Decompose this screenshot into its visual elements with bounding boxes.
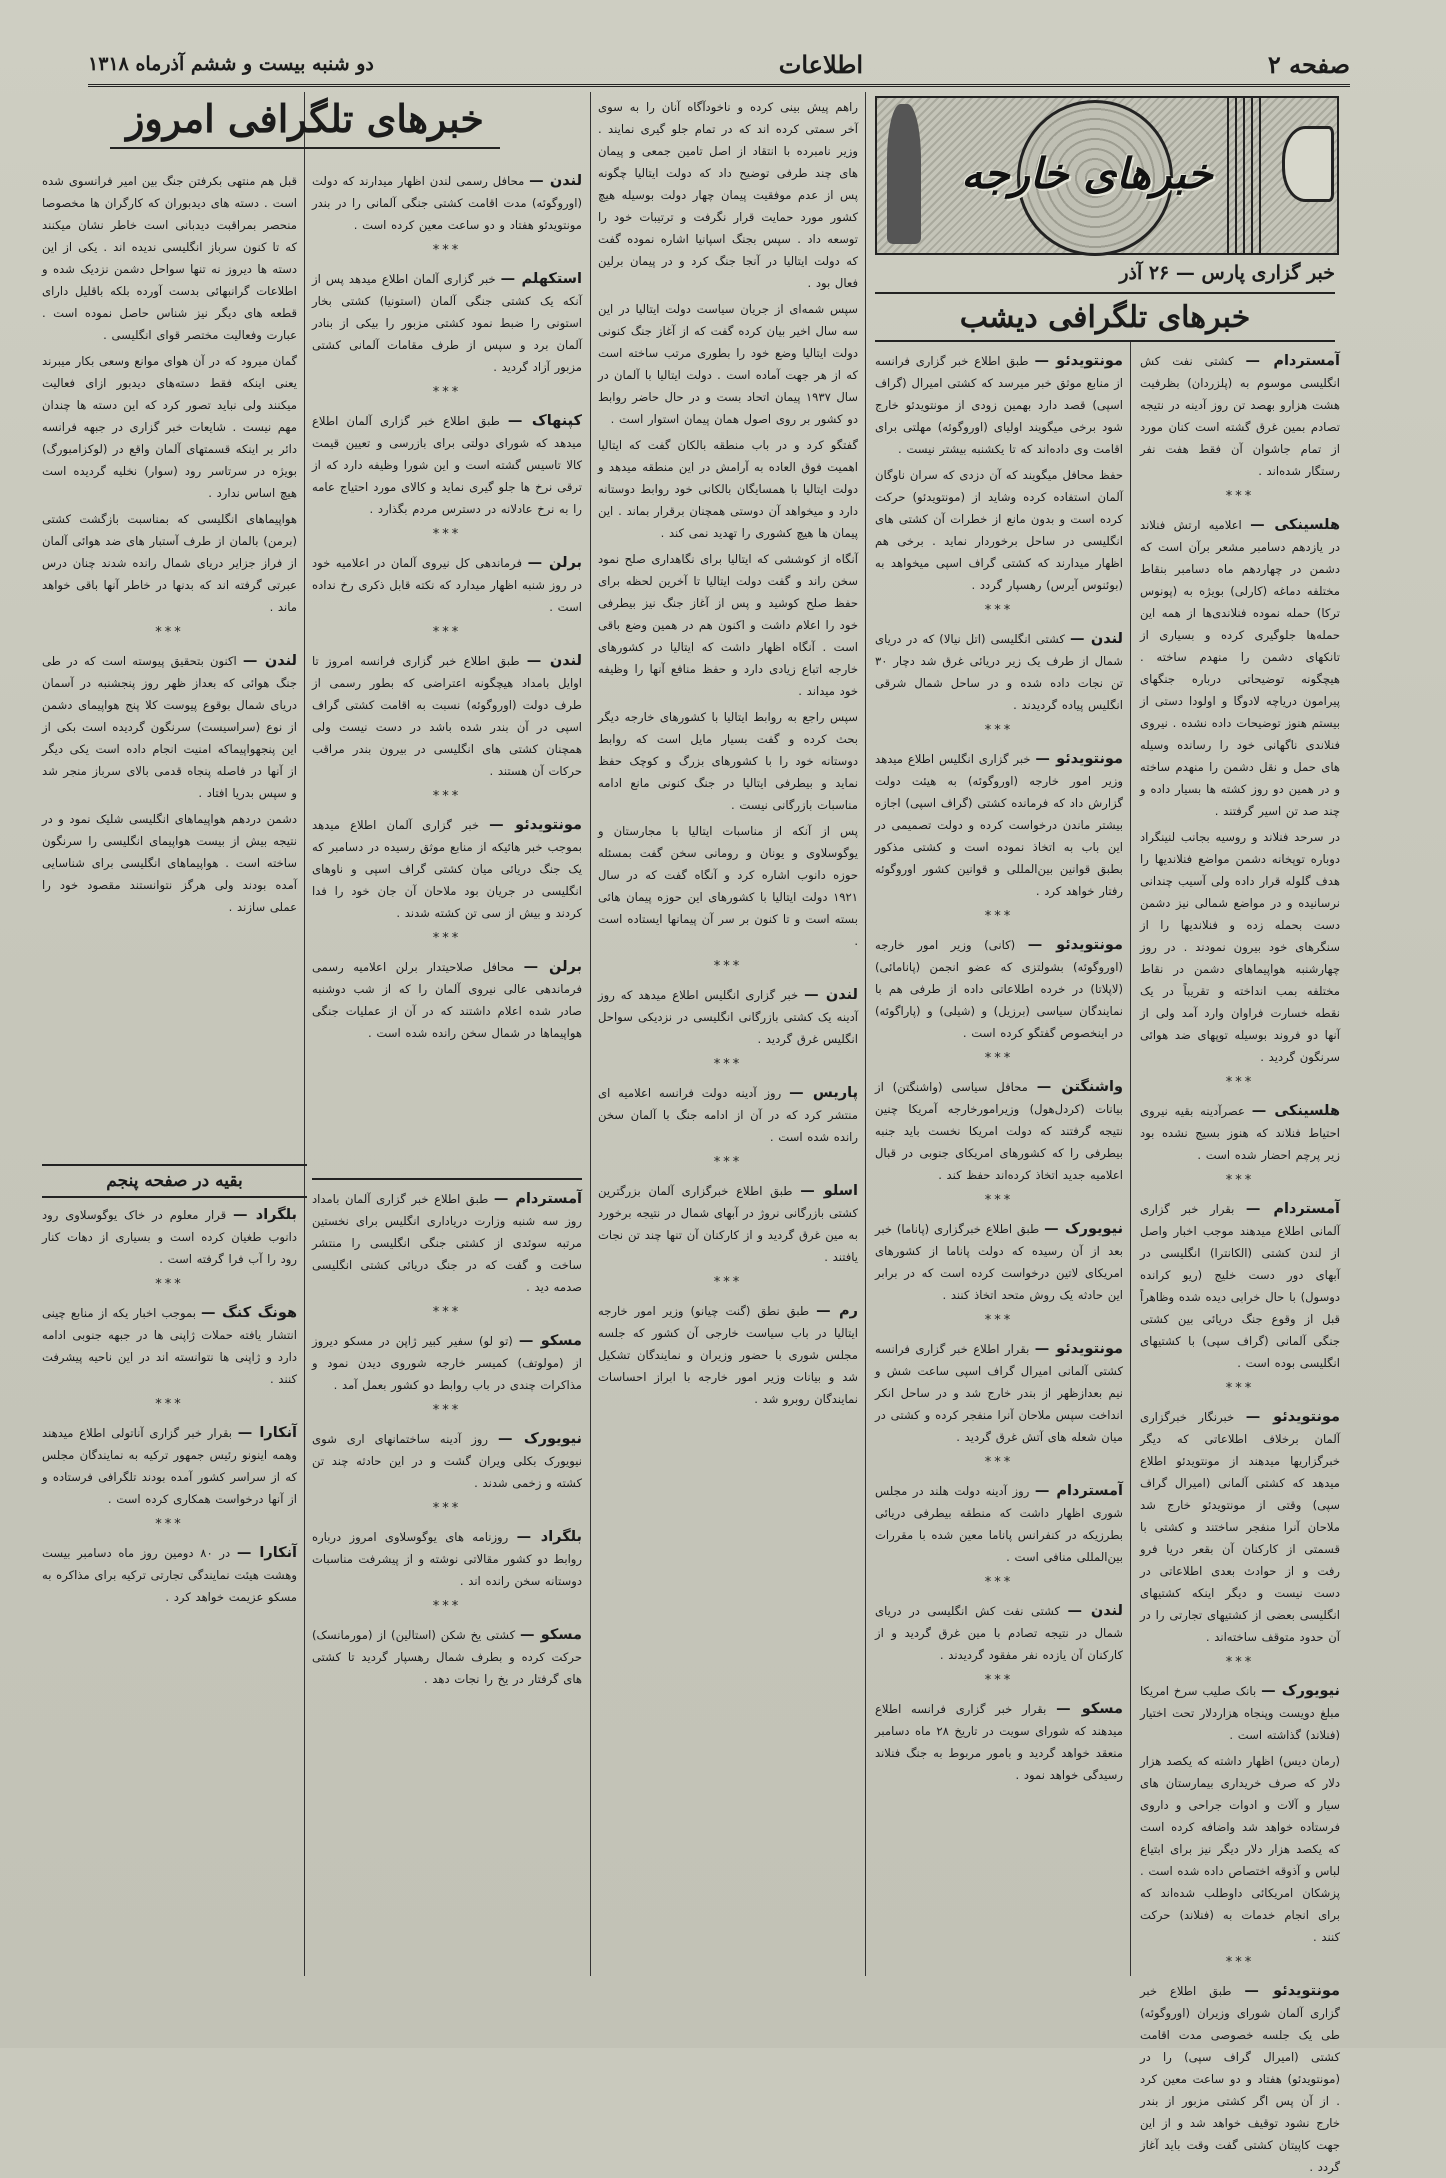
news-body: کشتی نفت کش انگلیسی موسوم به (پلزردان) بظرفیت هشت هزارو بهصد تن روز آدینه در نتیجه تصادم بمین غرق گشته است کنان مورد از تمام جاشوان آن فقط هفت نفر رستگار شده‌اند .	[1140, 354, 1340, 478]
news-dateline: آمستردام —	[1245, 1201, 1340, 1217]
news-body: محافل سیاسی (واشنگتن) از بیانات (کردل‌هول) وزیرامورخارجه آمریکا چنین نتیجه گرفتند که دولت امریکا نخست باید جنبه بیطرفی را که کشورهای امریکای جنوبی در قبال اعلامیه جدید اتخاذ کرده‌اند حفظ کند .	[875, 1080, 1123, 1182]
news-item	[42, 650, 297, 804]
news-dateline: لندن —	[804, 987, 858, 1003]
item-separator: ***	[432, 1599, 462, 1614]
item-separator: ***	[984, 1673, 1014, 1688]
news-body: روزنامه های یوگوسلاوی امروز درباره روابط دو کشور مقالاتی نوشته و از پیشرفت مناسبات دوستانه سخن رانده اند .	[312, 1530, 582, 1588]
news-item	[42, 350, 297, 504]
item-separator: ***	[984, 1051, 1014, 1066]
item-separator: ***	[432, 385, 462, 400]
news-item	[312, 1188, 582, 1298]
news-dateline: مسکو —	[518, 1333, 582, 1349]
news-body: در سرحد فنلاند و روسیه بجانب لنینگراد دوباره توپخانه دشمن مواضع فنلاندیها را هدف گلوله قرار داده ولی آسیب چندانی نرسانیده و در مواضع شمالی نیز دشمن دست بحمله زده و فنلاندیها را از سنگرهای خود بیرون نمودند . در روز چهارشنبه هواپیماهای دشمن در نقاط مختلفه بمب انداخته و تقریباً در یک نقطه خسارت فراوان وارد آمد ولی از آنها دو فروند بوسیله توپهای ضد هوائی سرنگون گردید .	[1140, 830, 1340, 1064]
item-separator: ***	[432, 625, 462, 640]
news-body: بقرار خبر گزاری فرانسه اطلاع میدهند که شورای سویت در تاریخ ۲۸ ماه دسامبر منعقد خواهد گردید و بامور مربوط به جنگ فنلاند رسیدگی خواهد نمود .	[875, 1702, 1123, 1782]
news-item	[312, 650, 582, 782]
news-dateline: مونتویدئو —	[489, 817, 582, 833]
news-item	[598, 434, 858, 544]
news-item	[42, 1542, 297, 1608]
section-title-today: خبرهای تلگرافی امروز	[110, 96, 500, 149]
news-dateline: کپنهاک —	[507, 413, 582, 429]
news-item	[875, 1218, 1123, 1306]
issue-date: دو شنبه بیست و ششم آذرماه ۱۳۱۸	[88, 53, 374, 75]
agency-line: خبر گزاری پارس — ۲۶ آذر	[1119, 262, 1335, 284]
news-body: سپس شمه‌ای از جریان سیاست دولت ایتالیا در این سه سال اخیر بیان کرده گفت که از آغاز جنگ کنونی دولت ایتالیا وضع خود را بطوری مرتب ساخته است که از هر جهت آماده است . دولت ایتالیا با آلمان در سال ۱۹۳۷ پیمان اتحاد بست و در حال حاضر روابط دو کشور بر روی اصول همان پیمان استوار است .	[598, 302, 858, 426]
item-separator: ***	[713, 959, 743, 974]
news-body: محافل رسمی لندن اظهار میدارند که دولت (اوروگوئه) مدت اقامت کشتی جنگی آلمانی را در بندر مونتویدئو هفتاد و دو ساعت معین کرده است .	[312, 174, 582, 232]
news-item	[42, 808, 297, 918]
news-dateline: بلگراد —	[516, 1529, 582, 1545]
news-item	[42, 508, 297, 618]
news-dateline: هلسینکی —	[1251, 1103, 1341, 1119]
news-item	[875, 748, 1123, 902]
column-rule	[590, 92, 591, 1976]
item-separator: ***	[984, 1575, 1014, 1590]
news-body: دشمن دردهم هواپیماهای انگلیسی شلیک نمود و در نتیجه بیش از بیست هواپیمای انگلیسی را سرنگون ساخته است . هواپیماهای انگلیسی برای شناسایی آمده بودند ولی هرگز نتوانستند مقصود خود را عملی سازند .	[42, 812, 297, 914]
news-dateline: استکهلم —	[500, 271, 583, 287]
news-item	[598, 96, 858, 294]
news-body: بموجب اخبار یکه از منابع چینی انتشار یافته حملات ژاپنی ها در جبهه جنوبی ادامه دارد و ژاپنی ها نتوانسته اند در این ناحیه پیشرفت کنند .	[42, 1306, 297, 1386]
news-dateline: آمستردام —	[493, 1191, 583, 1207]
news-body: قرار معلوم در خاک یوگوسلاوی رود دانوب طغیان کرده است و بسیاری از دهات کنار رود را آب فرا گرفته است .	[42, 1208, 297, 1266]
news-body: گمان میرود که در آن هوای موانع وسعی بکار میبرند یعنی اینکه فقط دسته‌های دیدبور ازای فعالیت میکنند ولی نباید تصور کرد که این دسته ها چندان مهم نیست . شایعات خبر گزاری در جبهه فرانسه دائر بر اینکه قسمتهای آلمان واقع در (لوکزامبورگ) بویژه در سرتاسر رود (سوار) نخلیه گردیده است هیچ اساس ندارد .	[42, 354, 297, 500]
item-separator: ***	[155, 1517, 184, 1532]
news-dateline: برلن —	[527, 555, 582, 571]
news-item	[875, 1480, 1123, 1568]
news-dateline: مونتویدئو —	[1034, 353, 1123, 369]
item-separator: ***	[155, 1277, 184, 1292]
banner-rock-illustration	[887, 104, 921, 244]
news-dateline: هونگ کنگ —	[201, 1305, 298, 1321]
column-4	[312, 170, 582, 1170]
news-item	[598, 1180, 858, 1268]
news-item	[598, 706, 858, 816]
news-body: محافل صلاحیتدار برلن اعلامیه رسمی فرماندهی عالی نیروی آلمان را که از شب دوشنبه صادر شده اعلام داشتند که در آن از عملیات جنگی هواپیماها در شمال سخن رانده شده است .	[312, 960, 582, 1040]
news-item	[312, 814, 582, 924]
news-item	[312, 170, 582, 236]
item-separator: ***	[1225, 1075, 1255, 1090]
news-body: قبل هم منتهی بکرفتن جنگ بین امیر فرانسوی شده است . دسته های دیدبوران که کارگران ها مخصوصا منحصر بمراقبت دیدبانی است خاطر نشان میکنند که تا کنون سرباز انگلیسی ندیده اند . یکی از این دسته ها دیروز نه تنها سواحل دشمن نزدیک شده و اطلاعات گرانبهائی بدست آورده بلکه باقلیل دارای قطعه های دیگر نیز شناس حاصل نموده است . عبارت وفعالیت مختصر قوای انگلیسی .	[42, 174, 297, 342]
news-item	[1140, 350, 1340, 482]
news-body: روز آدینه ساختمانهای اری شوی نیویورک بکلی ویران گشت و در این حادثه چند تن کشته و زخمی شدند .	[312, 1432, 582, 1490]
news-body: هواپیماهای انگلیسی که بمناسبت بازگشت کشتی (برمن) بالمان از طرف آستبار های ضد هوائی آلمان از فراز جزایر دریای شمال رانده شدند چنان درس عبرتی گرفته اند که بدنها در خاطر آنها باقی خواهد ماند .	[42, 512, 297, 614]
news-body: پس از آنکه از مناسبات ایتالیا با مجارستان و یوگوسلاوی و یونان و رومانی سخن گفت بمسئله حوزه دانوب اشاره کرد و آنگاه گفت که در سال ۱۹۲۱ دولت ایتالیا با کشورهای این حوزه پیمان هائی بسته است و تا کنون بر سر آن پیمانها ایستاده است .	[598, 824, 858, 948]
news-item	[875, 934, 1123, 1044]
news-item	[598, 1082, 858, 1148]
news-item	[1140, 1406, 1340, 1648]
news-item	[875, 1698, 1123, 1786]
news-body: (تو لو) سفیر کبیر ژاپن در مسکو دیروز از (مولوتف) کمیسر خارجه شوروی دیدن نمود و مذاکرات چندی در باب روابط دو کشور بعمل آمد .	[312, 1334, 582, 1392]
news-body: خبر گزاری انگلیس اطلاع میدهد که روز آدینه یک کشتی بازرگانی انگلیسی در نزدیکی سواحل انگلیس غرق گردید .	[598, 988, 858, 1046]
continued-notice: بقیه در صفحه پنجم	[42, 1164, 307, 1198]
item-separator: ***	[984, 909, 1014, 924]
page-header	[88, 44, 1350, 87]
news-item	[875, 628, 1123, 716]
news-item	[1140, 826, 1340, 1068]
news-body: در ۸۰ دومین روز ماه دسامبر بیست وهشت هیئت نمایندگی تجارتی ترکیه برای مذاکره به مسکو عزیمت خواهد کرد .	[42, 1546, 297, 1604]
news-body: طبق اطلاع خبرگزاری آلمان بزرگترین کشتی بازرگانی نروژ در آبهای شمال در نتیجه برخورد به مین غرق گردید و از کارکنان آن تنها چند تن نجات یافتند .	[598, 1184, 858, 1264]
item-separator: ***	[155, 625, 184, 640]
section-title-last-night: خبرهای تلگرافی دیشب	[959, 300, 1251, 335]
news-dateline: رم —	[816, 1303, 859, 1319]
news-body: طبق اطلاع خبر گزاری آلمان شورای وزیران (اوروگوئه) طی یک جلسه خصوصی مدت اقامت کشتی (امیرال گراف سپی) را در (مونتویدئو) هفتاد و دو ساعت معین کرد . از آن پس اگر کشتی مزبور از بندر خارج نشود توقیف خواهد شد و از این جهت کاپیتان کشتی گفت وقت باید آغاز گردد .	[1140, 1984, 1340, 2174]
news-body: (رمان دیس) اظهار داشته که یکصد هزار دلار که صرف خریداری بیمارستان های سیار و آلات و ادوات جراحی و داروی فرستاده خواهد شد واضافه کرده است که یکصد هزار دلار دیگر نیز برای ابتیاع لباس و آذوقه اختصاص داده شده است . پزشکان امریکائی داوطلب شده‌اند که برای انجام خدمات به (فنلاند) حرکت کنند .	[1140, 1754, 1340, 1944]
item-separator: ***	[984, 1193, 1014, 1208]
news-dateline: پاریس —	[789, 1085, 859, 1101]
news-body: آنگاه از کوششی که ایتالیا برای نگاهداری صلح نمود سخن راند و گفت دولت ایتالیا تا آخرین لحظه برای حفظ صلح کوشید و پس از آغاز جنگ نیز بیطرفی خود را اعلام داشت و اکنون هم در همین وضع باقی است . آنگاه اظهار داشت که ایتالیا در کشورهای خارجه اتباع زیادی دارد و حفظ منافع آنها را وظیفه خود میداند .	[598, 552, 858, 698]
news-body: اکنون بتحقیق پیوسته است که در طی جنگ هوائی که بعداز ظهر روز پنجشنبه در آسمان دریای شمال بوقوع پیوست کلا پنج هواپیمای دشمن از نوع (سراسیست) سرنگون گردیده است بکی از این پنجهواپیماکه امنیت انجام داده است یکی دیگر از آنها در فاصله پنجاه قدمی بالای سرباز منجر شد و سپس بدریا افتاد .	[42, 654, 297, 800]
news-body: کشتی انگلیسی (اتل نیالا) که در دریای شمال از طرف یک زیر دریائی غرق شد دچار ۳۰ تن نجات داده شده و در ساحل شمال شرقی انگلیس پیاده گردیدند .	[875, 632, 1123, 712]
news-body: بقرار خبر گزاری آناتولی اطلاع میدهند وهمه اینونو رئیس جمهور ترکیه به نمایندگان مجلس که از سراسر کشور آمده بودند تلگرافی فرستاده و از آنها درخواست همکاری کرده است .	[42, 1426, 297, 1506]
news-body: (کانی) وزیر امور خارجه (اوروگوئه) بشولتزی که عضو انجمن (پانامائی) (لاپلاتا) در خرده اطلاعاتی داده از طرفی هم با نمایندگان سیاسی (برزیل) و (شیلی) و (پاراگوئه) در اینخصوص گفتگو کرده است .	[875, 938, 1123, 1040]
item-separator: ***	[713, 1155, 743, 1170]
news-dateline: آمستردام —	[1034, 1483, 1123, 1499]
news-item	[598, 1300, 858, 1410]
item-separator: ***	[1225, 1955, 1255, 1970]
news-dateline: لندن —	[1067, 1603, 1124, 1619]
news-item	[312, 1428, 582, 1494]
news-dateline: هلسینکی —	[1250, 517, 1341, 533]
divider	[312, 1178, 582, 1180]
news-body: کشتی نفت کش انگلیسی در دریای شمال در نتیجه تصادم با مین غرق گردید و از کارکنان آن یازده نفر مفقود گردیدند .	[875, 1604, 1123, 1662]
news-dateline: لندن —	[242, 653, 297, 669]
news-dateline: مسکو —	[1056, 1701, 1124, 1717]
news-item	[875, 1600, 1123, 1666]
column-5	[42, 170, 297, 1155]
item-separator: ***	[984, 723, 1014, 738]
news-body: طبق اطلاع خبر گزاری آلمان اطلاع میدهد که شورای دولتی برای بازرسی و تعیین قیمت کالا تاسیس گشته است و این شورا وظیفه دارد که از ترقی نرخ ها جلو گیری نماید و کالای مورد احتیاج عامه را به نرخ عادلانه در دسترس مردم بگذارد .	[312, 414, 582, 516]
news-item	[42, 170, 297, 346]
news-item	[598, 984, 858, 1050]
item-separator: ***	[155, 1397, 184, 1412]
news-item	[1140, 1980, 1340, 2178]
news-item	[312, 268, 582, 378]
news-dateline: مسکو —	[520, 1627, 583, 1643]
news-dateline: مونتویدئو —	[1027, 937, 1123, 953]
news-dateline: لندن —	[526, 653, 582, 669]
news-body: سپس راجع به روابط ایتالیا با کشورهای خارجه دیگر بحث کرده و گفت بسیار مایل است که روابط دوستانه خود را با کشورهای بزرگ و کوچک حفظ نماید و بیطرفی ایتالیا در جنگ کنونی مانع ادامه مناسبات بازرگانی نیست .	[598, 710, 858, 812]
news-body: گفتگو کرد و در باب منطقه بالکان گفت که ایتالیا اهمیت فوق العاده به آرامش در این منطقه میدهد و دولت ایتالیا با همسایگان بالکانی خود روابط دوستانه دارد و میخواهد آن دوستی همچنان برقرار بماند . این پیمان ها هیچ کشوری را تهدید نمی کند .	[598, 438, 858, 540]
news-dateline: آمستردام —	[1245, 353, 1341, 369]
news-dateline: نیویورک —	[1261, 1683, 1340, 1699]
column-1	[1140, 350, 1341, 2174]
item-separator: ***	[713, 1275, 743, 1290]
item-separator: ***	[1225, 1655, 1255, 1670]
news-body: بقرار اطلاع خبر گزاری فرانسه کشتی آلمانی امیرال گراف اسپی ساعت شش و نیم بعدازظهر از بندر خارج شد و در ساحل انکر انداخت سپس ملاحان آنرا منفجر کرده و کشتی در میان شعله های آتش غرق گردید .	[875, 1342, 1123, 1444]
news-body: خبر گزاری انگلیس اطلاع میدهد وزیر امور خارجه (اوروگوئه) به هیئت دولت گزارش داد که فرمانده کشتی (گراف اسپی) اجازه بیشتر ماندن درخواست کرده و دولت تصمیمی در این باب به اتخاذ نموده است و کشتی مذکور بطبق قوانین بین‌المللی و قوانین کشور اوروگوئه رفتار خواهد کرد .	[875, 752, 1123, 898]
item-separator: ***	[1225, 489, 1255, 504]
news-dateline: مونتویدئو —	[1245, 1409, 1340, 1425]
item-separator: ***	[984, 1455, 1014, 1470]
news-item	[1140, 1680, 1340, 1746]
news-body: حفظ محافل میگویند که آن دزدی که سران ناوگان آلمان استفاده کرده وشاید از (مونتویدئو) حرکت کرده است و بدون مانع از خطرات آن کشتی های انگلیسی در ساحل برخوردار نماید . برخی هم اظهار میدارند که کشتی گراف اسپی میخواهد به (بوئنوس آیرس) رهسپار گردد .	[875, 468, 1123, 592]
news-body: بقرار خبر گزاری آلمانی اطلاع میدهند موجب اخبار واصل از لندن کشتی (الکانترا) انگلیسی در آبهای دور دست خلیج (ریو کرانده دوسول) با حال خرابی دیده شده وظاهراً قبل از وقوع جنگ دریائی بین کشتی جنگی آلمانی (گراف سپی) با کشتیهای انگلیسی بوده است .	[1140, 1202, 1340, 1370]
banner-title: خبرهای خارجه	[961, 148, 1213, 198]
column-rule	[1130, 340, 1131, 1976]
page-number: صفحه ۲	[1267, 49, 1350, 79]
gramophone-horn-illustration	[1282, 126, 1334, 202]
news-item	[42, 1302, 297, 1390]
news-item	[1140, 1750, 1340, 1948]
news-body: خبر گزاری آلمان اطلاع میدهد پس از آنکه یک کشتی جنگی آلمان (استونیا) کشتی بخار استونی را ضبط نمود کشتی مزبور را بیکی از بنادر آلمان برد و سپس از طرف مقامات آلمانی کشتی مزبور آزاد گردید .	[312, 272, 582, 374]
news-body: روز آدینه دولت فرانسه اعلامیه ای منتشر کرد که در آن از ادامه جنگ با آلمان سخن رانده شده است .	[598, 1086, 858, 1144]
item-separator: ***	[432, 789, 462, 804]
item-separator: ***	[1225, 1173, 1255, 1188]
news-item	[312, 410, 582, 520]
item-separator: ***	[713, 1057, 743, 1072]
column-rule	[865, 92, 866, 1976]
column-rule	[304, 92, 305, 1976]
column-7	[312, 1188, 582, 1968]
news-item	[312, 956, 582, 1044]
news-body: طبق اطلاع خبر گزاری فرانسه امروز تا اوایل بامداد هیچگونه اعتراضی که بطور رسمی از طرف دولت (اوروگوئه) نسبت به اقامت کشتی گراف اسپی در آن بندر شده باشد در دست نیست ولی همچنان کشتی های انگلیسی در بیرون بندر مراقب حرکات آن هستند .	[312, 654, 582, 778]
news-item	[312, 1330, 582, 1396]
news-item	[312, 552, 582, 618]
news-item	[598, 548, 858, 702]
news-item	[42, 1204, 297, 1270]
news-body: فرماندهی کل نیروی آلمان در اعلامیه خود در روز شنبه اظهار میدارد که نکته قابل ذکری رخ نداده است .	[312, 556, 582, 614]
item-separator: ***	[432, 931, 462, 946]
news-dateline: لندن —	[529, 173, 583, 189]
news-dateline: لندن —	[1069, 631, 1123, 647]
item-separator: ***	[432, 1403, 462, 1418]
news-item	[598, 820, 858, 952]
news-dateline: نیویورک —	[497, 1431, 583, 1447]
item-separator: ***	[984, 603, 1014, 618]
item-separator: ***	[432, 1305, 462, 1320]
item-separator: ***	[984, 1313, 1014, 1328]
news-item	[1140, 514, 1340, 822]
item-separator: ***	[1225, 1381, 1255, 1396]
news-dateline: اسلو —	[800, 1183, 858, 1199]
news-dateline: واشنگتن —	[1036, 1079, 1123, 1095]
news-item	[42, 1422, 297, 1510]
news-item	[875, 1076, 1123, 1186]
news-dateline: نیویورک —	[1044, 1221, 1124, 1237]
news-dateline: مونتویدئو —	[1034, 1341, 1124, 1357]
news-body: کشتی یخ شکن (استالین) از (مورمانسک) حرکت کرده و بطرف شمال رهسپار گردید تا کشتی های گرفتار در یخ را نجات دهد .	[312, 1628, 582, 1686]
news-body: خبر گزاری آلمان اطلاع میدهد بموجب خبر هائیکه از منابع موثق رسیده در دسامبر که یک جنگ دریائی میان کشتی گراف اسپی و ناوهای انگلیسی در جریان بود ملاحان آن جان خود را فدا کردند و بیش از سی تن کشته شدند .	[312, 818, 582, 920]
column-3	[598, 96, 858, 1966]
news-dateline: بلگراد —	[233, 1207, 297, 1223]
foreign-news-banner	[875, 96, 1339, 255]
news-dateline: مونتویدئو —	[1244, 1983, 1340, 1999]
news-body: طبق نطق (گنت چیانو) وزیر امور خارجه ایتالیا در باب سیاست خارجی آن کشور که جلسه مجلس شوری با حضور وزیران و نمایندگان تشکیل شد و بیانات وزیر امور خارجه با ابراز احساسات نمایندگان روبرو شد .	[598, 1304, 858, 1406]
news-dateline: مونتویدئو —	[1035, 751, 1123, 767]
news-item	[875, 350, 1123, 460]
news-body: راهم پیش بینی کرده و ناخودآگاه آنان را به سوی آخر سمتی کرده اند که در تمام جلو گیری نمایند . وزیر نامبرده با انتقاد از اصل تامین جمعی و پیمان های چند طرفی توضیح داد که دولت ایتالیا چگونه پس از عدم موفقیت پیمان چهار دولت بوسیله هیچ کشور مورد حمایت قرار نگرفت و ترتیبات خود را توسعه داد . سپس بجنگ اسپانیا اشاره نموده گفت که دولت ایتالیا در آنجا جنگ کرد و در پیمان برلین فعال بود .	[598, 100, 858, 290]
news-body: روز آدینه دولت هلند در مجلس شوری اظهار داشت که منطقه بیطرفی دریائی بطرزیکه در کنفرانس پاناما معین شده با مقررات بین‌المللی منافی است .	[875, 1484, 1123, 1564]
news-body: اعلامیه ارتش فنلاند در یازدهم دسامبر مشعر برآن است که دشمن در چهاردهم ماه دسامبر بنقاط مختلفه دماغه (کارلی) بویژه به (پونوس ترکا) حمله نموده فنلاندی‌ها از همه این حمله‌ها جلوگیری کرده و بسیاری از تانکهای دشمن را منهدم ساخته . هیچگونه توضیحاتی درباره جنگهای پیرامون دریاچه لادوگا و اولودا دستی از بیستم هنوز توضیحات داده نشده . نیروی فنلاندی ناگهانی خود را رسانده وسیله های حمل و نقل دشمن را منهدم ساخته و در همین دو روز کشته ها بسیار داده و چند صد تن اسیر گرفتند .	[1140, 518, 1340, 818]
news-item	[875, 464, 1123, 596]
news-dateline: آنکارا —	[237, 1425, 298, 1441]
item-separator: ***	[432, 527, 462, 542]
news-body: طبق اطلاع خبرگزاری (پاناما) خبر بعد از آن رسیده که دولت پاناما از کشورهای امریکای لاتین درخواست کرده است که در برابر این حادثه یک روش متحد اتخاذ کنند .	[875, 1222, 1123, 1302]
news-body: طبق اطلاع خبر گزاری آلمان بامداد روز سه شنبه وزارت دریاداری انگلیس برای نخستین مرتبه سوئدی از کشتی جنگی انگلیسی را منتشر ساخت و گفت که در جنگ دریائی کشتی انگلیسی صدمه دید .	[312, 1192, 582, 1294]
news-body: خبرنگار خبرگزاری آلمان برخلاف اطلاعاتی که دیگر خبرگزاریها میدهند از مونتویدئو اطلاع میدهد که کشتی آلمانی (امیرال گراف سپی) وقتی از مونتویدئو خارج شد ملاحان آنرا منفجر ساختند و کشتی با قسمتی از کارکنان آن بقعر دریا فرو رفت و از حوادث بعدی اطلاعاتی در دست نیست و دیگر اینکه کشتیهای انگلیسی بعضی از کشتیهای تجارتی را در آن حدود متوقف ساخته‌اند .	[1140, 1410, 1340, 1644]
news-item	[1140, 1198, 1340, 1374]
news-dateline: برلن —	[523, 959, 583, 975]
column-6	[42, 1204, 297, 1964]
news-item	[875, 1338, 1123, 1448]
column-2	[875, 350, 1123, 1960]
news-item	[312, 1624, 582, 1690]
item-separator: ***	[432, 243, 462, 258]
news-item	[598, 298, 858, 430]
newspaper-name: اطلاعات	[778, 49, 864, 79]
divider	[875, 292, 1335, 294]
news-dateline: آنکارا —	[236, 1545, 297, 1561]
news-body: بانک صلیب سرخ امریکا مبلغ دویست وپنجاه هزاردلار تحت اختیار (فنلاند) گذاشته است .	[1140, 1684, 1340, 1742]
item-separator: ***	[432, 1501, 462, 1516]
divider	[875, 340, 1335, 342]
news-body: عصرآدینه بقیه نیروی احتیاط فنلاند که هنوز بسیج نشده بود زیر پرچم احضار شده است .	[1140, 1104, 1340, 1162]
news-body: طبق اطلاع خبر گزاری فرانسه از منابع موثق خبر میرسد که کشتی امیرال (گراف اسپی) قصد دارد بهمین زودی از مونتویدئو خارج شود برخی میگویند اولیای (اوروگوئه) مهلتی برای اقامت وی داده‌اند که تا یکشنبه بیشتر نیست .	[875, 354, 1123, 456]
news-item	[1140, 1100, 1340, 1166]
news-item	[312, 1526, 582, 1592]
